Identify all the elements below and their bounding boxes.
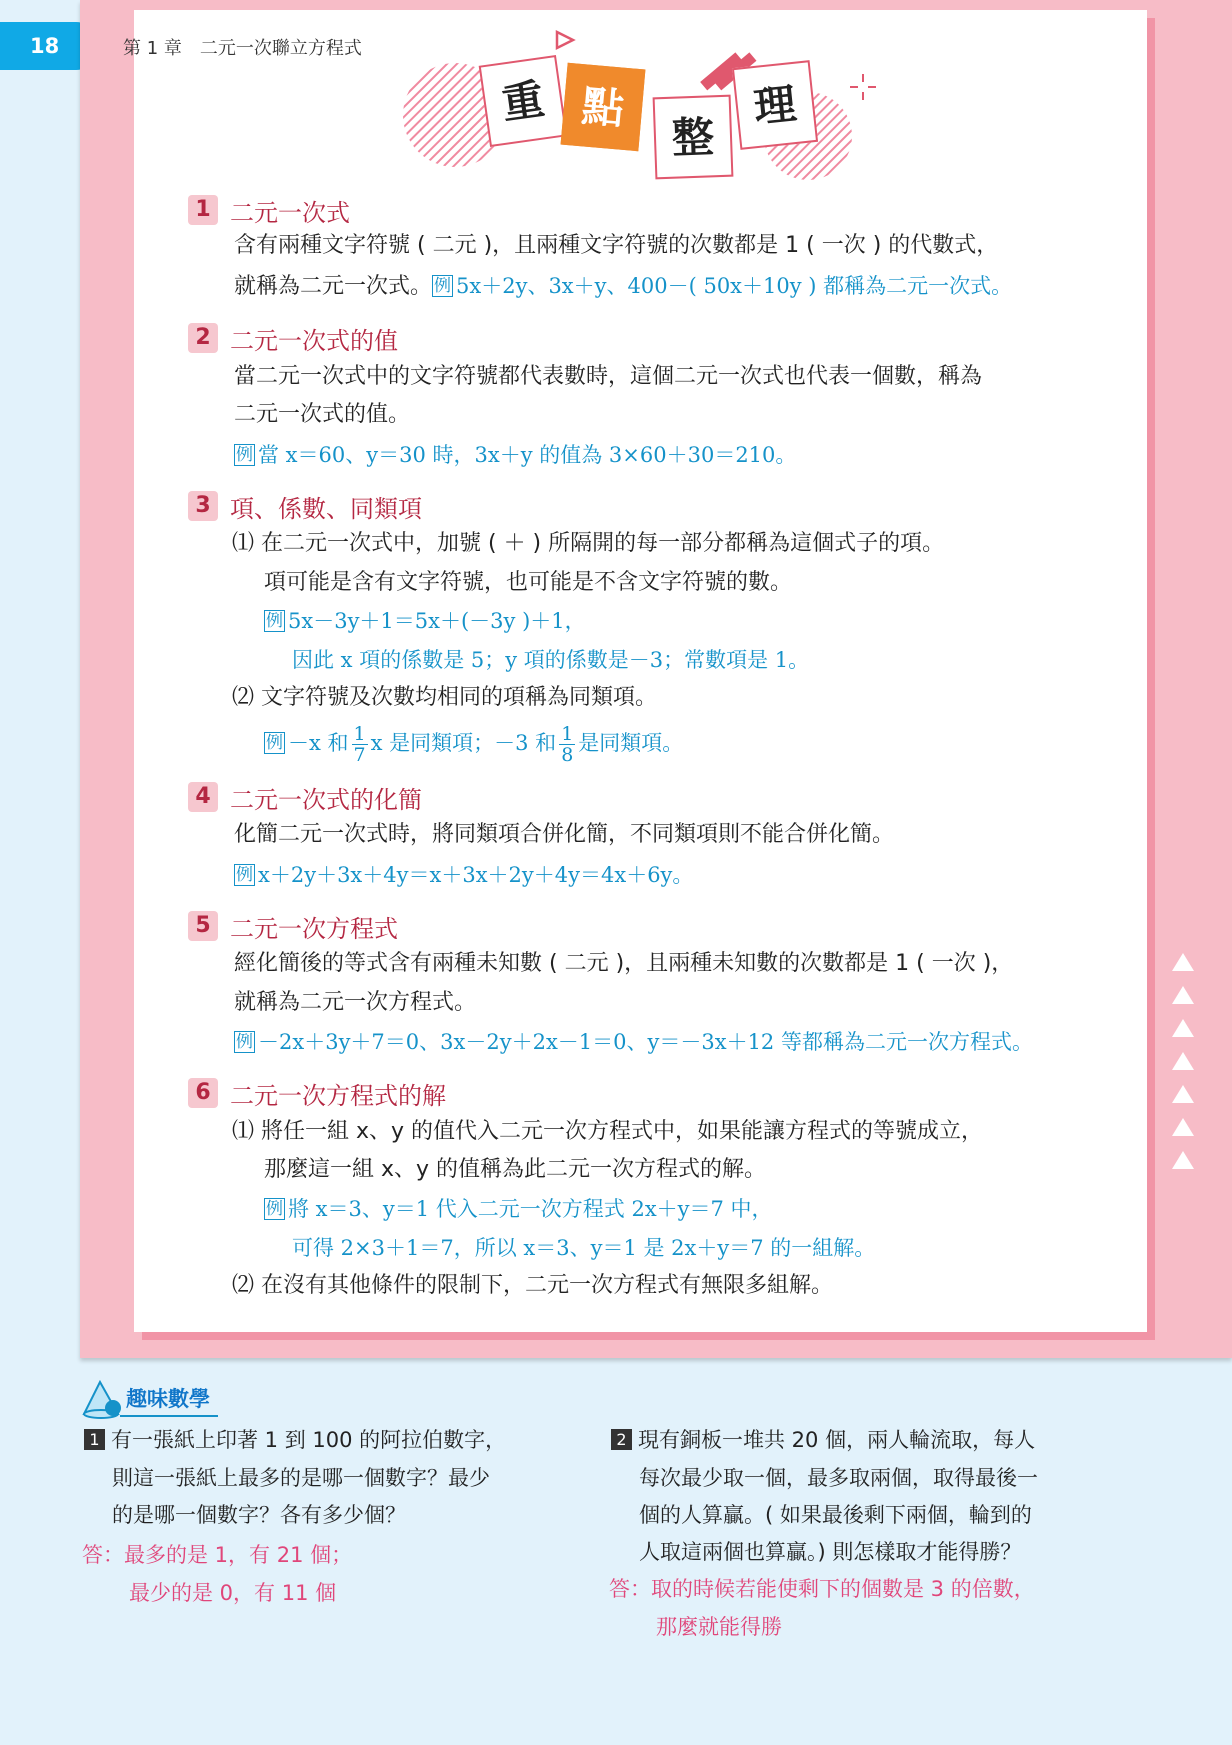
example [264, 606, 586, 636]
denominator: 7 [353, 744, 366, 766]
section-title: 二元一次方程式 [230, 914, 398, 943]
question-2-line: 人取這兩個也算贏。) 則怎樣取才能得勝？ [639, 1540, 1022, 1564]
title-card-3: 整 [653, 95, 734, 180]
example [234, 860, 693, 890]
sparkle-icon [848, 72, 878, 102]
section-5-text-line: 就稱為二元一次方程式。 [234, 990, 477, 1015]
example-text: 將 x＝3、y＝1 代入二元一次方程式 2x＋y＝7 中， [288, 1197, 773, 1221]
section-6-text-line: ⑴ 將任一組 x、y 的值代入二元一次方程式中，如果能讓方程式的等號成立， [232, 1119, 984, 1144]
example-label: 例 [266, 733, 283, 753]
section-title: 二元一次式 [230, 198, 350, 227]
fraction [559, 724, 575, 765]
numerator: 1 [561, 723, 574, 745]
example [234, 1027, 1033, 1057]
section-1-header [188, 194, 350, 226]
example-label: 例 [266, 611, 283, 631]
example [234, 440, 796, 470]
example-text: 5x＋2y、3x＋y、400－( 50x＋10y ) 都稱為二元一次式。 [456, 274, 1013, 298]
section-number: 5 [188, 911, 218, 941]
example-label: 例 [236, 865, 253, 885]
example-label: 例 [266, 1199, 283, 1219]
section-number: 4 [188, 782, 218, 812]
section-3-text-line: ⑴ 在二元一次式中，加號 ( ＋ ) 所隔開的每一部分都稱為這個式子的項。 [232, 531, 945, 556]
arrow-up-icon [1172, 1151, 1194, 1169]
section-4-text-line: 化簡二元一次式時，將同類項合併化簡，不同類項則不能合併化簡。 [234, 822, 895, 847]
example-text: －2x＋3y＋7＝0、3x－2y＋2x－1＝0、y＝－3x＋12 等都稱為二元一次方程式。 [258, 1030, 1033, 1054]
example-text: x＋2y＋3x＋4y＝x＋3x＋2y＋4y＝4x＋6y。 [258, 863, 694, 887]
text-segment: 就稱為二元一次式。 [234, 274, 433, 299]
section-1-text-line: 含有兩種文字符號 ( 二元 )，且兩種文字符號的次數都是 1 ( 一次 ) 的代數式， [234, 233, 999, 258]
question-1-line: 的是哪一個數字？各有多少個？ [112, 1503, 406, 1527]
section-3-text-line: 項可能是含有文字符號，也可能是不含文字符號的數。 [264, 570, 793, 595]
answer-1-line: 最少的是 0，有 11 個 [129, 1581, 337, 1605]
arrow-up-icon [1172, 1052, 1194, 1070]
example [432, 274, 1012, 298]
numerator: 1 [353, 723, 366, 745]
title-card-1: 重 [479, 55, 568, 147]
question-number: 1 [84, 1429, 105, 1450]
arrow-up-icon [1172, 1118, 1194, 1136]
example [264, 1194, 773, 1224]
section-6-text-line: 那麼這一組 x、y 的值稱為此二元一次方程式的解。 [264, 1157, 767, 1182]
example-text: x 是同類項；－3 和 [370, 731, 557, 755]
section-3-header [188, 490, 422, 522]
page-number: 18 [0, 22, 100, 70]
section-title: 二元一次方程式的解 [230, 1081, 446, 1110]
section-4-header [188, 781, 422, 813]
arrow-up-icon [1172, 1085, 1194, 1103]
fraction [352, 724, 368, 765]
section-number: 2 [188, 323, 218, 353]
question-2-line [611, 1425, 1035, 1455]
section-6-header [188, 1077, 446, 1109]
section-number: 3 [188, 491, 218, 521]
example-text: 是同類項。 [578, 731, 684, 755]
example-text: 當 x＝60、y＝30 時，3x＋y 的值為 3×60＋30＝210。 [258, 443, 797, 467]
section-2-text-line: 二元一次式的值。 [234, 402, 411, 427]
example-text: 可得 2×3＋1＝7，所以 x＝3、y＝1 是 2x＋y＝7 的一組解。 [292, 1236, 876, 1260]
arrow-up-icon [1172, 953, 1194, 971]
answer-2-line: 答：取的時候若能使剩下的個數是 3 的倍數， [609, 1577, 1035, 1601]
answer-1-line: 答：最多的是 1，有 21 個； [82, 1543, 353, 1567]
section-5-header [188, 910, 398, 942]
denominator: 8 [561, 744, 574, 766]
section-1-text-line [234, 271, 1012, 302]
question-1-line: 則這一張紙上最多的是哪一個數字？最少 [112, 1466, 490, 1490]
title-card-4: 理 [732, 60, 818, 150]
section-title: 二元一次式的值 [230, 326, 398, 355]
section-2-header [188, 322, 398, 354]
section-5-text-line: 經化簡後的等式含有兩種未知數 ( 二元 )，且兩種未知數的次數都是 1 ( 一次 )， [234, 951, 1014, 976]
title-card-2: 點 [561, 63, 646, 151]
question-2-line: 每次最少取一個，最多取兩個，取得最後一 [639, 1466, 1038, 1490]
question-text: 有一張紙上印著 1 到 100 的阿拉伯數字， [111, 1428, 507, 1452]
example-label: 例 [434, 276, 452, 296]
section-3-text-line: ⑵ 文字符號及次數均相同的項稱為同類項。 [232, 685, 657, 710]
example [264, 722, 683, 765]
example-label: 例 [236, 445, 253, 465]
question-1-line [84, 1425, 506, 1455]
question-2-line: 個的人算贏。( 如果最後剩下兩個，輪到的 [639, 1503, 1032, 1527]
question-number: 2 [611, 1429, 632, 1450]
answer-2-line: 那麼就能得勝 [656, 1615, 782, 1639]
section-6-text-line: ⑵ 在沒有其他條件的限制下，二元一次方程式有無限多組解。 [232, 1273, 833, 1298]
section-title: 項、係數、同類項 [230, 494, 422, 523]
example-text: 5x－3y＋1＝5x＋(－3y )＋1， [288, 609, 586, 633]
fun-math-label [80, 1380, 224, 1420]
section-number: 1 [188, 195, 218, 225]
example-text: －x 和 [288, 731, 349, 755]
section-title: 二元一次式的化簡 [230, 785, 422, 814]
example-label: 例 [236, 1032, 253, 1052]
example-text: 因此 x 項的係數是 5；y 項的係數是－3；常數項是 1。 [292, 648, 810, 672]
section-2-text-line: 當二元一次式中的文字符號都代表數時，這個二元一次式也代表一個數，稱為 [234, 364, 983, 389]
arrow-up-icon [1172, 1019, 1194, 1037]
fun-math-title: 趣味數學 [120, 1383, 218, 1417]
section-number: 6 [188, 1078, 218, 1108]
triangle-outline-icon [553, 28, 577, 52]
side-arrow-decoration [1172, 953, 1196, 1184]
chapter-title: 第 1 章 二元一次聯立方程式 [123, 38, 362, 59]
arrow-up-icon [1172, 986, 1194, 1004]
question-text: 現有銅板一堆共 20 個，兩人輪流取，每人 [638, 1428, 1036, 1452]
